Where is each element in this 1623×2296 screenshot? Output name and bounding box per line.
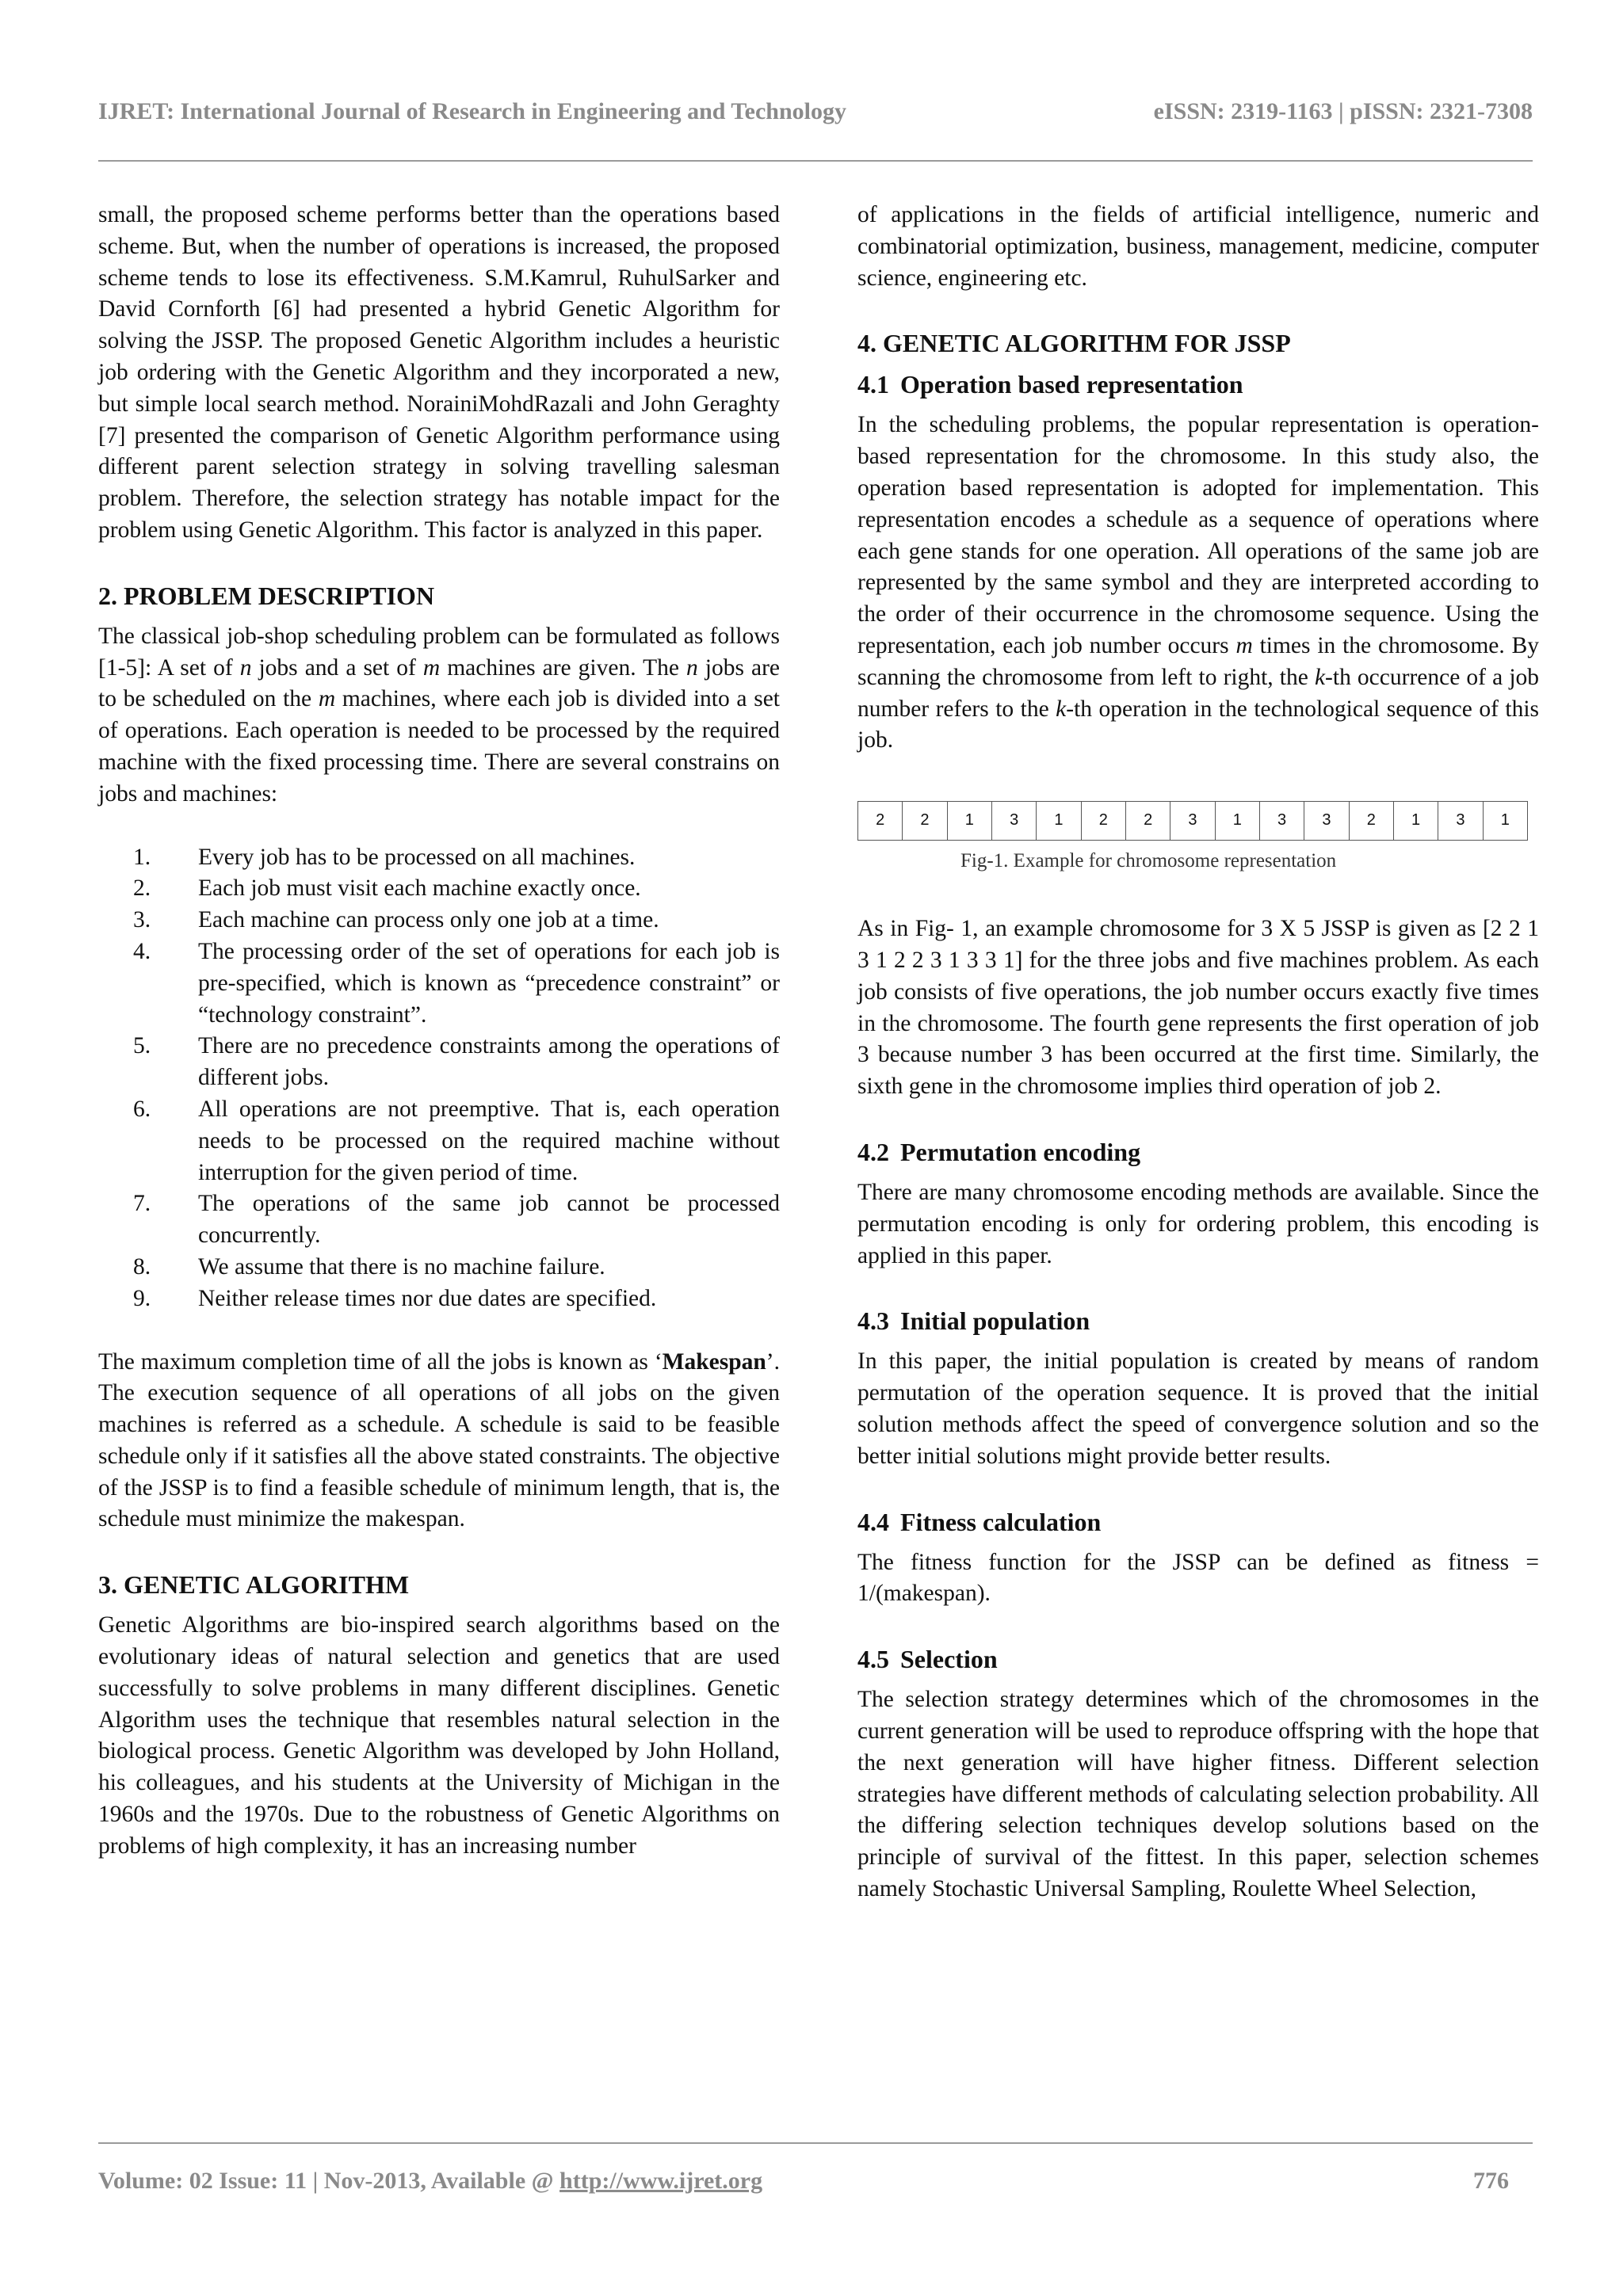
chromosome-figure [857,801,1528,841]
selection-paragraph: The selection strategy determines which of the chromosomes in the current generation will be used to reproduce offspring with the hope that the next generation will have higher fitness. Different selection strategies have different methods of calculating selection probability. All the differing selection techniques develop solutions based on the principle of survival of the fittest. In this paper, selection schemes namely Stochastic Universal Sampling, Roulette Wheel Selection, [857,1687,1539,1901]
figure-caption: Fig-1. Example for chromosome representation [960,850,1337,872]
running-footer [98,2168,1509,2195]
list-item: 1. Every job has to be processed on all machines. [133,844,636,870]
chromosome-gene: 2 [1126,802,1170,840]
list-item: 5. There are no precedence constraints among the operations of different jobs. [133,1033,780,1091]
problem-paragraph: The classical job-shop scheduling problem can be formulated as follows [1-5]: A set of n jobs and a set of m machines are given. The n jobs are to be scheduled on the m machines, where each job is divided into a set of operations. Each operation is needed to be processed by the required machine with the fixed processing time. There are several constrains on jobs and machines: [98,623,781,807]
constraints-list [98,842,780,1315]
chromosome-gene: 3 [1260,802,1304,840]
list-item: 8. We assume that there is no machine failure. [133,1253,605,1280]
list-item: 7. The operations of the same job cannot be processed concurrently. [133,1191,780,1249]
running-header [98,98,1533,125]
representation-paragraph: In the scheduling problems, the popular representation is operation-based representation for the chromosome. In this study also, the operation based representation is adopted for implementation. This representation encodes a schedule as a sequence of operations where each gene stands for one operation. All operations of the same job are represented by the same symbol and they are interpreted according to the order of their occurrence in the chromosome sequence. Using the representation, each job number occurs m times in the chromosome. By scanning the chromosome from left to right, the k-th occurrence of a job number refers to the k-th operation in the technological sequence of this job. [857,412,1540,753]
subsection-heading-4-4: 4.4 Fitness calculation [857,1507,1102,1536]
chromosome-gene: 3 [1304,802,1349,840]
makespan-paragraph: The maximum completion time of all the jobs is known as ‘Makespan’. The execution sequence of all operations of all jobs on the given machines is referred as a schedule. A schedule is said to be feasible schedule only if it satisfies all the above stated constraints. The objective of the JSSP is to find a feasible schedule of minimum length, that is, the schedule must minimize the makespan. [98,1348,780,1532]
list-item: 6. All operations are not preemptive. That is, each operation needs to be processed on the required machine without interruption for the given period of time. [133,1096,780,1185]
chromosome-gene: 3 [1170,802,1215,840]
footer-rule [98,2142,1533,2144]
page-number: 776 [1473,2168,1509,2194]
volume-info: Volume: 02 Issue: 11 | Nov-2013, Available @ http://www.ijret.org [98,2168,763,2194]
chromosome-gene: 2 [903,802,947,840]
makespan-term: Makespan [662,1348,766,1375]
left-column [98,200,780,1863]
list-item: 2. Each job must visit each machine exactly once. [133,875,641,902]
chromosome-gene: 3 [1438,802,1483,840]
chromosome-gene: 2 [1082,802,1126,840]
figure-explanation-paragraph: As in Fig- 1, an example chromosome for 3 X 5 JSSP is given as [2 2 1 3 1 2 2 3 1 3 3 1] for the three jobs and five machines problem. As each job consists of five operations, the job number occurs exactly five times in the chromosome. The fourth gene represents the first operation of job 3 because number 3 has been occurred at the first time. Similarly, the sixth gene in the chromosome implies third operation of job 2. [857,916,1539,1100]
continuation-paragraph: of applications in the fields of artificial intelligence, numeric and combinatorial optimization, business, management, medicine, computer science, engineering etc. [857,202,1539,291]
journal-name: IJRET: International Journal of Research in Engineering and Technology [98,98,847,124]
header-rule [98,160,1533,162]
ga-paragraph: Genetic Algorithms are bio-inspired search algorithms based on the evolutionary ideas of natural selection and genetics that are used successfully to solve problems in many different disciplines. Genetic Algorithm uses the technique that resembles natural selection in the biological process. Genetic Algorithm was developed by John Holland, his colleagues, and his students at the University of Michigan in the 1960s and the 1970s. Due to the robustness of Genetic Algorithms on problems of high complexity, it has an increasing number [98,1612,780,1859]
subsection-heading-4-2: 4.2 Permutation encoding [857,1137,1141,1166]
intro-paragraph: small, the proposed scheme performs better than the operations based scheme. But, when the number of operations is increased, the proposed scheme tends to lose its effectiveness. S.M.Kamrul, RuhulSarker and David Cornforth [6] had presented a hybrid Genetic Algorithm for solving the JSSP. The proposed Genetic Algorithm includes a heuristic job ordering with the Genetic Algorithm and they incorporated a new, but simple local search method. NorainiMohdRazali and John Geraghty [7] presented the comparison of Genetic Algorithm performance using different parent selection strategy in solving travelling salesman problem. Therefore, the selection strategy has notable impact for the problem using Genetic Algorithm. This factor is analyzed in this paper. [98,202,780,543]
section-heading-problem: 2. PROBLEM DESCRIPTION [98,581,435,610]
subsection-heading-4-3: 4.3 Initial population [857,1306,1090,1336]
fitness-paragraph: The fitness function for the JSSP can be defined as fitness = 1/(makespan). [857,1549,1539,1607]
journal-link[interactable]: http://www.ijret.org [559,2168,763,2194]
subsection-heading-4-5: 4.5 Selection [857,1645,998,1674]
list-item: 9. Neither release times nor due dates are specified. [133,1285,657,1311]
chromosome-gene: 1 [948,802,992,840]
subsection-heading-4-1: 4.1 Operation based representation [857,370,1243,399]
right-column [857,200,1539,1905]
chromosome-gene: 1 [1394,802,1438,840]
list-item: 4. The processing order of the set of operations for each job is pre-specified, which is known as “precedence constraint” or “technology constraint”. [133,938,780,1028]
permutation-paragraph: There are many chromosome encoding methods are available. Since the permutation encoding is only for ordering problem, this encoding is applied in this paper. [857,1179,1539,1268]
chromosome-gene: 1 [1500,811,1510,830]
chromosome-gene: 1 [1216,802,1260,840]
issn-info: eISSN: 2319-1163 | pISSN: 2321-7308 [1153,98,1533,124]
initial-population-paragraph: In this paper, the initial population is created by means of random permutation of the operation sequence. It is proved that the initial solution methods affect the speed of convergence solution and so the better initial solutions might provide better results. [857,1348,1539,1469]
section-heading-ga-jssp: 4. GENETIC ALGORITHM FOR JSSP [857,329,1291,358]
chromosome-gene: 1 [1037,802,1081,840]
section-heading-ga: 3. GENETIC ALGORITHM [98,1570,410,1600]
chromosome-gene: 2 [858,802,903,840]
chromosome-gene: 3 [992,802,1037,840]
list-item: 3. Each machine can process only one job at a time. [133,907,659,933]
chromosome-gene: 2 [1350,802,1394,840]
